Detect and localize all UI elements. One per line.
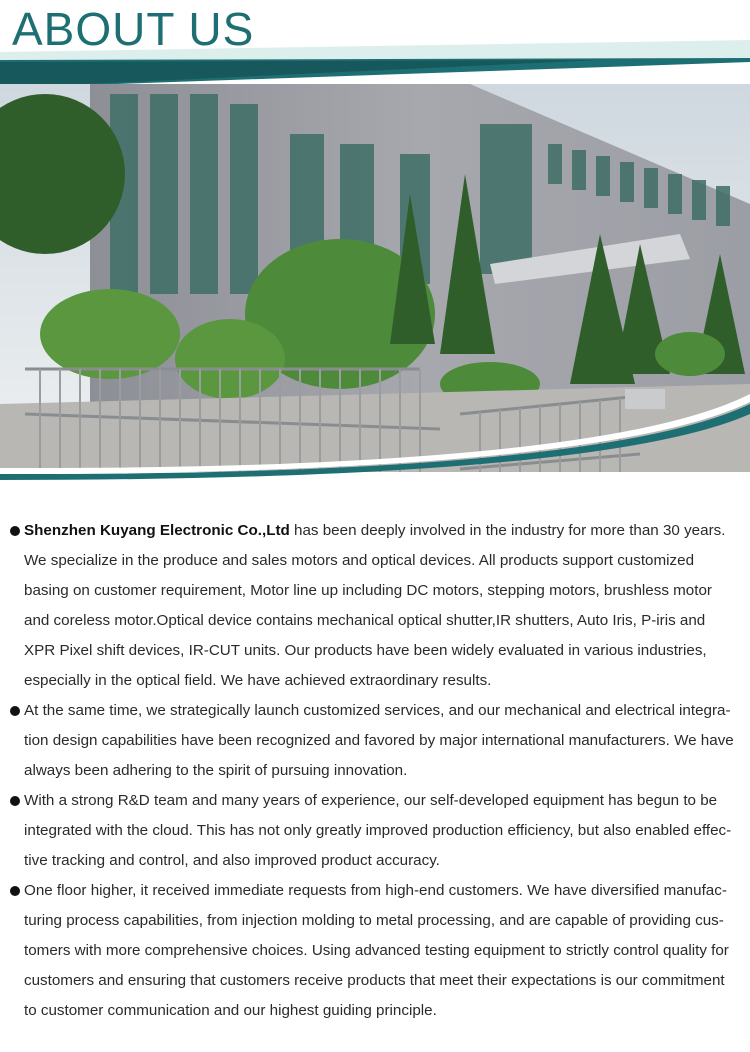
page-header [0,0,750,88]
bullet-icon [10,796,20,806]
page-title: ABOUT US [12,3,255,55]
bullet-icon [10,706,20,716]
company-name: Shenzhen Kuyang Electronic Co.,Ltd [24,522,290,539]
paragraph-text: One floor higher, it received immediate requests from high-end customers. We have diversified manufac-turing process capabilities, from injection molding to metal processing, and are capable of providing cus-tomers with more comprehensive choices. Using advanced testing equipment to strictly control quality for customers and ensuring that customers receive products that meet their expectations is our commitment to customer communication and our highest guiding principle. [24,882,729,1019]
paragraph-text: has been deeply involved in the industry for more than 30 years. We specialize in the produce and sales motors and optical devices. All products support customized basing on customer requirement, Motor line up including DC motors, stepping motors, brushless motor and coreless motor.Optical device contains mechanical optical shutter,IR shutters, Auto Iris, P-iris and XPR Pixel shift devices, IR-CUT units. Our products have been widely evaluated in various industries, especially in the optical field. We have achieved extraordinary results. [24,522,726,689]
bullet-icon [10,526,20,536]
paragraph-text: At the same time, we strategically launch customized services, and our mechanical and electrical integra-tion design capabilities have been recognized and favored by major international manufacturers. We have always been adhering to the spirit of pursuing innovation. [24,702,734,779]
paragraph-4 [10,876,738,1026]
building-photo [0,84,750,480]
paragraph-3 [10,786,738,876]
paragraph-1 [10,516,738,696]
about-content [10,516,738,1026]
bullet-icon [10,886,20,896]
paragraph-2 [10,696,738,786]
paragraph-text: With a strong R&D team and many years of experience, our self-developed equipment has begun to be integrated with the cloud. This has not only greatly improved production efficiency, but also enabled effec-tive tracking and control, and also improved product accuracy. [24,792,732,869]
